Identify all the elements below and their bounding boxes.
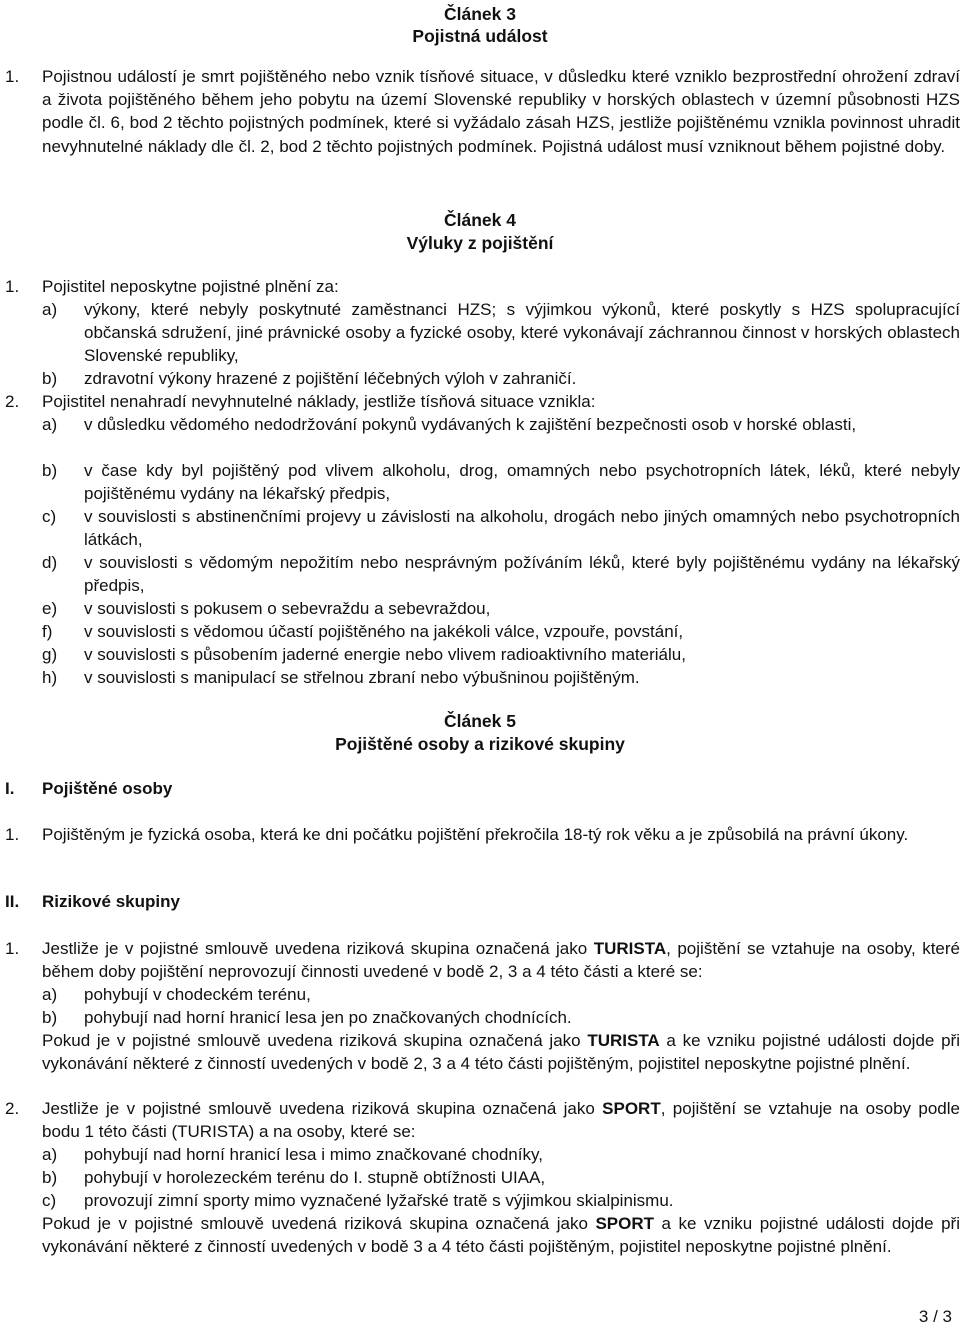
list-item-text: v souvislosti s manipulací se střelnou zbraní nebo výbušninou pojištěným. <box>84 668 640 687</box>
article-3-subtitle: Pojistná událost <box>412 26 548 46</box>
text-run: Jestliže je v pojistné smlouvě uvedena riziková skupina označená jako <box>42 939 594 958</box>
text-run: Jestliže je v pojistné smlouvě uvedena riziková skupina označená jako <box>42 1099 603 1118</box>
art4-p2-item-g <box>42 643 960 666</box>
section-1-p1-number: 1. <box>5 825 20 844</box>
risk-group-sport: SPORT <box>595 1214 655 1233</box>
list-item-text: v souvislosti s pokusem o sebevraždu a sebevraždou, <box>84 599 491 618</box>
art4-paragraph-1 <box>5 275 960 298</box>
list-item-label: f) <box>42 622 53 641</box>
art3-p1-number: 1. <box>5 67 20 86</box>
art4-p2-item-d <box>42 551 960 597</box>
section-2-p1-tail <box>42 1029 960 1075</box>
list-item-text: v souvislosti s působením jaderné energie nebo vlivem radioaktivního materiálu, <box>84 645 686 664</box>
list-item-label: c) <box>42 1191 57 1210</box>
list-item-label: c) <box>42 507 57 526</box>
section-2-p1-item-b <box>42 1006 960 1029</box>
art3-p1-text: Pojistnou událostí je smrt pojištěného nebo vznik tísňové situace, v důsledku které vzniklo bezprostřední ohrožení zdraví a života pojištěného během jeho pobytu na území Slovenské republiky v horských oblastech v územní působnosti HZS podle čl. 6, bod 2 těchto pojistných podmínek, které si vyžádalo zásah HZS, jestliže pojištěnému vznikla povinnost uhradit nevyhnutelné náklady dle čl. 2, bod 2 těchto pojistných podmínek. Pojistná událost musí vzniknout během pojistné doby. <box>42 67 960 156</box>
text-run: Pokud je v pojistné smlouvě uvedena riziková skupina označená jako <box>42 1031 588 1050</box>
art4-p2-text: Pojistitel nenahradí nevyhnutelné náklady, jestliže tísňová situace vznikla: <box>42 392 596 411</box>
risk-group-sport: SPORT <box>602 1099 661 1118</box>
list-item-label: a) <box>42 300 58 319</box>
list-item-label: b) <box>42 1168 58 1187</box>
risk-group-turista: TURISTA <box>587 1031 660 1050</box>
text-run: , pojištění se vztahuje na osoby, které během doby pojištění neprovozují činnosti uvedené v bodě 2, 3 a 4 této části a které se: <box>42 939 960 982</box>
article-5-subtitle: Pojištěné osoby a rizikové skupiny <box>335 734 625 754</box>
page-number: 3 / 3 <box>918 1307 952 1326</box>
art4-p2-item-a <box>42 413 960 436</box>
art3-paragraph-1 <box>5 65 960 158</box>
list-item-text: zdravotní výkony hrazené z pojištění léčebných výloh v zahraničí. <box>84 369 577 388</box>
list-item-label: a) <box>42 1145 58 1164</box>
list-item-label: b) <box>42 1008 58 1027</box>
list-item-label: g) <box>42 645 58 664</box>
art4-p2-item-f <box>42 620 960 643</box>
section-2-paragraph-2 <box>5 1097 960 1143</box>
section-2-p2-text <box>42 1097 960 1143</box>
art4-p1-text: Pojistitel neposkytne pojistné plnění za: <box>42 277 339 296</box>
section-2-p2-item-b <box>42 1166 960 1189</box>
section-1-paragraph-1 <box>5 823 960 846</box>
section-2-p2-tail <box>42 1212 960 1258</box>
text-run: a ke vzniku pojistné události dojde při vykonávání některé z činností uvedených v bodě 2, 3 a 4 této části pojištěným, pojistitel neposkytne pojistné plnění. <box>42 1031 960 1074</box>
art4-p2-item-h <box>42 666 960 689</box>
list-item-label: d) <box>42 553 58 572</box>
list-item-text: pohybují nad horní hranicí lesa jen po značkovaných chodnících. <box>84 1008 572 1027</box>
section-2-number: II. <box>5 892 20 911</box>
section-1-title: Pojištěné osoby <box>42 779 173 798</box>
list-item-label: h) <box>42 668 58 687</box>
section-2-title: Rizikové skupiny <box>42 892 180 911</box>
art4-paragraph-2 <box>5 390 960 413</box>
section-2-p1-item-a <box>42 983 960 1006</box>
art4-p2-number: 2. <box>5 392 20 411</box>
section-1-p1-text: Pojištěným je fyzická osoba, která ke dni počátku pojištění překročila 18-tý rok věku a je způsobilá na právní úkony. <box>42 825 909 844</box>
list-item-text: provozují zimní sporty mimo vyznačené lyžařské tratě s výjimkou skialpinismu. <box>84 1191 674 1210</box>
article-4-title: Článek 4 <box>444 210 516 230</box>
section-2-p2-item-c <box>42 1189 960 1212</box>
text-run: a ke vzniku pojistné události dojde při vykonávání některé z činností uvedených v bodě 3 a 4 této části pojištěným, pojistitel neposkytne pojistné plnění. <box>42 1214 960 1257</box>
article-3-title: Článek 3 <box>444 4 516 24</box>
text-run: , pojištění se vztahuje na osoby podle bodu 1 této části (TURISTA) a na osoby, které se: <box>42 1099 960 1142</box>
list-item-text: pohybují v chodeckém terénu, <box>84 985 311 1004</box>
section-2-p1-number: 1. <box>5 939 20 958</box>
art4-p1-item-b <box>42 367 960 390</box>
list-item-text: v souvislosti s vědomým nepožitím nebo nesprávným požíváním léků, které byly pojištěnému vydány na lékařský předpis, <box>84 553 960 596</box>
art4-p1-item-a <box>42 298 960 368</box>
list-item-text: v důsledku vědomého nedodržování pokynů vydávaných k zajištění bezpečnosti osob v horské oblasti, <box>84 415 857 434</box>
list-item-text: v souvislosti s vědomou účastí pojištěného na jakékoli válce, vzpouře, povstání, <box>84 622 684 641</box>
section-2-p2-item-a <box>42 1143 960 1166</box>
list-item-label: b) <box>42 369 58 388</box>
list-item-text: v čase kdy byl pojištěný pod vlivem alkoholu, drog, omamných nebo psychotropních látek, léků, které nebyly pojištěnému vydány na lékařský předpis, <box>84 461 960 504</box>
list-item-text: pohybují nad horní hranicí lesa i mimo značkované chodníky, <box>84 1145 543 1164</box>
section-1-heading <box>5 777 960 800</box>
list-item-text: výkony, které nebyly poskytnuté zaměstnanci HZS; s výjimkou výkonů, které poskytly s HZS spolupracující občanská sdružení, jiné právnické osoby a fyzické osoby, které vykonávají záchrannou činnost v horských oblastech Slovenské republiky, <box>84 300 960 366</box>
section-2-p1-text <box>42 937 960 983</box>
list-item-text: pohybují v horolezeckém terénu do I. stupně obtížnosti UIAA, <box>84 1168 546 1187</box>
article-5-title: Článek 5 <box>444 711 516 731</box>
art4-p2-item-b <box>42 459 960 505</box>
text-run: Pokud je v pojistné smlouvě uvedená riziková skupina označená jako <box>42 1214 596 1233</box>
list-item-label: a) <box>42 415 58 434</box>
section-2-paragraph-1 <box>5 937 960 983</box>
section-2-p2-number: 2. <box>5 1099 20 1118</box>
list-item-text: v souvislosti s abstinenčními projevy u závislosti na alkoholu, drogách nebo jiných omamných nebo psychotropních látkách, <box>84 507 960 550</box>
art4-p1-number: 1. <box>5 277 20 296</box>
list-item-label: e) <box>42 599 58 618</box>
article-4-subtitle: Výluky z pojištění <box>406 233 554 253</box>
art4-p2-item-c <box>42 505 960 551</box>
list-item-label: a) <box>42 985 58 1004</box>
risk-group-turista: TURISTA <box>593 939 667 958</box>
art4-p2-item-e <box>42 597 960 620</box>
section-1-number: I. <box>5 779 15 798</box>
list-item-label: b) <box>42 461 58 480</box>
section-2-heading <box>5 890 960 913</box>
